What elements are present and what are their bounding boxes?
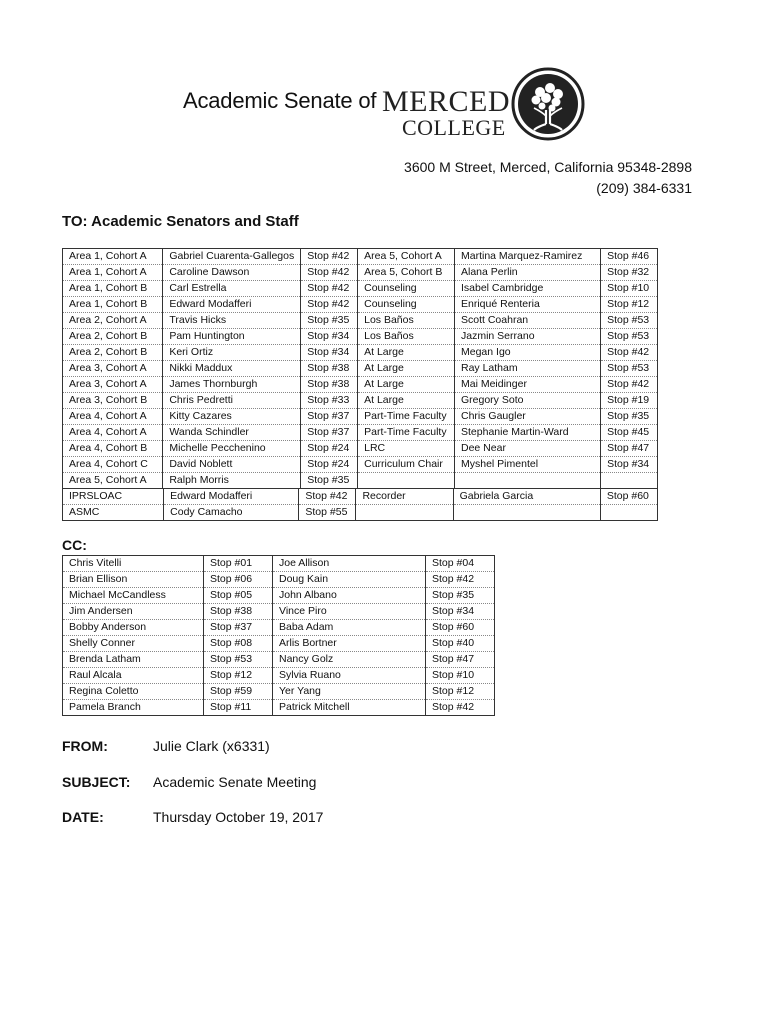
table-cell: Area 5, Cohort B bbox=[358, 265, 455, 281]
table-cell: Stop #38 bbox=[204, 604, 273, 620]
table-cell: Stop #53 bbox=[601, 361, 658, 377]
table-cell: Cody Camacho bbox=[164, 505, 299, 521]
table-cell: Regina Coletto bbox=[63, 684, 204, 700]
table-cell: Stop #04 bbox=[426, 556, 495, 572]
table-cell bbox=[453, 505, 600, 521]
from-label: FROM: bbox=[62, 738, 108, 754]
table-cell: Stop #10 bbox=[426, 668, 495, 684]
table-cell: Enriqué Renteria bbox=[455, 297, 601, 313]
table-cell: Stop #40 bbox=[426, 636, 495, 652]
table-row bbox=[63, 668, 495, 684]
table-cell: Stop #53 bbox=[601, 313, 658, 329]
table-cell: Alana Perlin bbox=[455, 265, 601, 281]
table-cell: Caroline Dawson bbox=[163, 265, 301, 281]
table-cell: Stop #12 bbox=[426, 684, 495, 700]
table-cell: Stop #42 bbox=[601, 345, 658, 361]
table-cell: IPRSLOAC bbox=[63, 489, 164, 505]
table-cell: Myshel Pimentel bbox=[455, 457, 601, 473]
table-cell: Scott Coahran bbox=[455, 313, 601, 329]
table-row bbox=[63, 457, 658, 473]
table-row bbox=[63, 700, 495, 716]
table-cell: Stop #42 bbox=[301, 297, 358, 313]
table-cell: Gabriel Cuarenta-Gallegos bbox=[163, 249, 301, 265]
table-cell: James Thornburgh bbox=[163, 377, 301, 393]
table-cell: Jim Andersen bbox=[63, 604, 204, 620]
table-cell: Area 4, Cohort B bbox=[63, 441, 163, 457]
table-cell: Area 3, Cohort B bbox=[63, 393, 163, 409]
table-cell: Stop #05 bbox=[204, 588, 273, 604]
table-cell: Area 2, Cohort B bbox=[63, 345, 163, 361]
table-cell: Stop #55 bbox=[299, 505, 356, 521]
table-cell: Sylvia Ruano bbox=[273, 668, 426, 684]
table-cell: David Noblett bbox=[163, 457, 301, 473]
table-cell: Patrick Mitchell bbox=[273, 700, 426, 716]
table-row bbox=[63, 361, 658, 377]
table-cell: Martina Marquez-Ramirez bbox=[455, 249, 601, 265]
from-value: Julie Clark (x6331) bbox=[153, 738, 270, 754]
table-cell: Stop #35 bbox=[601, 409, 658, 425]
table-row bbox=[63, 489, 658, 505]
table-row bbox=[63, 684, 495, 700]
table-cell: Edward Modafferi bbox=[163, 297, 301, 313]
table-cell: Stop #59 bbox=[204, 684, 273, 700]
table-cell: John Albano bbox=[273, 588, 426, 604]
tree-seal-icon bbox=[510, 66, 586, 142]
table-cell: Area 3, Cohort A bbox=[63, 377, 163, 393]
table-cell: Stop #37 bbox=[301, 425, 358, 441]
table-cell: Stop #19 bbox=[601, 393, 658, 409]
table-cell: Mai Meidinger bbox=[455, 377, 601, 393]
table-cell: Edward Modafferi bbox=[164, 489, 299, 505]
table-row bbox=[63, 345, 658, 361]
table-cell: Area 2, Cohort A bbox=[63, 313, 163, 329]
table-cell: Stop #01 bbox=[204, 556, 273, 572]
table-cell bbox=[600, 505, 657, 521]
table-row bbox=[63, 329, 658, 345]
table-row bbox=[63, 249, 658, 265]
table-cell: Joe Allison bbox=[273, 556, 426, 572]
table-cell: Area 5, Cohort A bbox=[358, 249, 455, 265]
table-cell: Stop #46 bbox=[601, 249, 658, 265]
table-cell: Baba Adam bbox=[273, 620, 426, 636]
table-cell: Brian Ellison bbox=[63, 572, 204, 588]
table-cell bbox=[601, 473, 658, 489]
logo-line2-text: COLLEGE bbox=[402, 115, 506, 140]
table-cell: Stop #53 bbox=[204, 652, 273, 668]
table-cell: Stop #42 bbox=[301, 265, 358, 281]
table-row bbox=[63, 473, 658, 489]
table-cell: Stop #60 bbox=[426, 620, 495, 636]
table-row bbox=[63, 572, 495, 588]
table-cell: Area 1, Cohort B bbox=[63, 281, 163, 297]
table-row bbox=[63, 556, 495, 572]
table-cell: Vince Piro bbox=[273, 604, 426, 620]
table-cell: Stop #37 bbox=[301, 409, 358, 425]
table-cell: Stop #42 bbox=[301, 281, 358, 297]
table-cell: Stop #34 bbox=[426, 604, 495, 620]
table-row bbox=[63, 393, 658, 409]
table-cell: Recorder bbox=[356, 489, 453, 505]
table-cell: Stop #33 bbox=[301, 393, 358, 409]
table-cell: Area 2, Cohort B bbox=[63, 329, 163, 345]
table-cell: Stop #24 bbox=[301, 441, 358, 457]
table-cell: Jazmin Serrano bbox=[455, 329, 601, 345]
table-cell: Los Baños bbox=[358, 329, 455, 345]
table-cell: Stop #42 bbox=[301, 249, 358, 265]
table-cell: Ray Latham bbox=[455, 361, 601, 377]
table-cell: Area 3, Cohort A bbox=[63, 361, 163, 377]
table-cell: Doug Kain bbox=[273, 572, 426, 588]
subject-label: SUBJECT: bbox=[62, 774, 131, 790]
table-row bbox=[63, 652, 495, 668]
table-cell: Bobby Anderson bbox=[63, 620, 204, 636]
table-cell: Stop #37 bbox=[204, 620, 273, 636]
table-row bbox=[63, 313, 658, 329]
table-cell: Stop #12 bbox=[204, 668, 273, 684]
table-cell: LRC bbox=[358, 441, 455, 457]
table-cell: Gabriela Garcia bbox=[453, 489, 600, 505]
table-cell: Stop #35 bbox=[301, 313, 358, 329]
table-cell: Wanda Schindler bbox=[163, 425, 301, 441]
table-cell: Stop #42 bbox=[426, 572, 495, 588]
table-cell: Nikki Maddux bbox=[163, 361, 301, 377]
phone-number: (209) 384-6331 bbox=[596, 180, 692, 196]
table-cell: At Large bbox=[358, 393, 455, 409]
table-cell: Stop #42 bbox=[601, 377, 658, 393]
table-cell: Shelly Conner bbox=[63, 636, 204, 652]
table-row bbox=[63, 604, 495, 620]
table-row bbox=[63, 441, 658, 457]
table-cell bbox=[356, 505, 453, 521]
table-row bbox=[63, 620, 495, 636]
to-heading: TO: Academic Senators and Staff bbox=[62, 213, 299, 230]
table-cell: Brenda Latham bbox=[63, 652, 204, 668]
table-cell: Area 4, Cohort A bbox=[63, 425, 163, 441]
table-cell: Pamela Branch bbox=[63, 700, 204, 716]
table-row bbox=[63, 636, 495, 652]
table-cell: Kitty Cazares bbox=[163, 409, 301, 425]
table-cell: Stop #38 bbox=[301, 377, 358, 393]
table-cell: Stop #35 bbox=[301, 473, 358, 489]
table-row bbox=[63, 265, 658, 281]
cc-table bbox=[62, 555, 495, 716]
table-cell: Stop #34 bbox=[301, 345, 358, 361]
table-cell: Pam Huntington bbox=[163, 329, 301, 345]
table-cell bbox=[358, 473, 455, 489]
table-cell: Area 1, Cohort A bbox=[63, 249, 163, 265]
table-cell: Curriculum Chair bbox=[358, 457, 455, 473]
table-cell: Stop #24 bbox=[301, 457, 358, 473]
table-cell: Area 5, Cohort A bbox=[63, 473, 163, 489]
table-cell: Part-Time Faculty bbox=[358, 409, 455, 425]
table-cell: Keri Ortiz bbox=[163, 345, 301, 361]
table-cell: Stop #35 bbox=[426, 588, 495, 604]
table-cell: At Large bbox=[358, 377, 455, 393]
table-cell: Ralph Morris bbox=[163, 473, 301, 489]
table-cell: Stop #60 bbox=[600, 489, 657, 505]
table-cell: Stop #34 bbox=[601, 457, 658, 473]
table-cell: Area 1, Cohort A bbox=[63, 265, 163, 281]
table-cell: Stop #08 bbox=[204, 636, 273, 652]
table-cell: Stop #42 bbox=[426, 700, 495, 716]
logo-line1-text: MERCED bbox=[382, 85, 511, 118]
table-cell: Stop #45 bbox=[601, 425, 658, 441]
table-cell: At Large bbox=[358, 361, 455, 377]
table-cell: Chris Pedretti bbox=[163, 393, 301, 409]
table-cell: Stop #12 bbox=[601, 297, 658, 313]
table-row bbox=[63, 281, 658, 297]
table-cell: Gregory Soto bbox=[455, 393, 601, 409]
table-cell: Stop #53 bbox=[601, 329, 658, 345]
table-cell: Nancy Golz bbox=[273, 652, 426, 668]
table-cell: Area 4, Cohort A bbox=[63, 409, 163, 425]
subject-value: Academic Senate Meeting bbox=[153, 774, 317, 790]
table-cell: Stop #34 bbox=[301, 329, 358, 345]
table-row bbox=[63, 588, 495, 604]
table-cell: Stop #10 bbox=[601, 281, 658, 297]
table-cell: Stop #06 bbox=[204, 572, 273, 588]
table-cell: Yer Yang bbox=[273, 684, 426, 700]
merced-college-logo bbox=[382, 66, 592, 142]
table-cell: At Large bbox=[358, 345, 455, 361]
table-cell: Counseling bbox=[358, 281, 455, 297]
table-cell: Stop #47 bbox=[426, 652, 495, 668]
table-cell: Area 1, Cohort B bbox=[63, 297, 163, 313]
table-cell: Area 4, Cohort C bbox=[63, 457, 163, 473]
other-recipients-table bbox=[62, 488, 658, 521]
table-cell: Stop #11 bbox=[204, 700, 273, 716]
table-cell: Travis Hicks bbox=[163, 313, 301, 329]
table-row bbox=[63, 505, 658, 521]
street-address: 3600 M Street, Merced, California 95348-2898 bbox=[404, 159, 692, 175]
page-title: Academic Senate of bbox=[183, 88, 377, 113]
table-row bbox=[63, 377, 658, 393]
date-label: DATE: bbox=[62, 809, 104, 825]
table-cell: ASMC bbox=[63, 505, 164, 521]
table-cell: Isabel Cambridge bbox=[455, 281, 601, 297]
table-cell: Michelle Pecchenino bbox=[163, 441, 301, 457]
table-cell: Michael McCandless bbox=[63, 588, 204, 604]
table-cell: Counseling bbox=[358, 297, 455, 313]
table-cell: Stop #32 bbox=[601, 265, 658, 281]
table-cell: Stop #47 bbox=[601, 441, 658, 457]
table-cell: Stop #42 bbox=[299, 489, 356, 505]
table-cell: Raul Alcala bbox=[63, 668, 204, 684]
table-cell: Chris Gaugler bbox=[455, 409, 601, 425]
table-cell: Megan Igo bbox=[455, 345, 601, 361]
table-row bbox=[63, 297, 658, 313]
table-cell: Chris Vitelli bbox=[63, 556, 204, 572]
table-cell: Dee Near bbox=[455, 441, 601, 457]
table-cell bbox=[455, 473, 601, 489]
senators-table bbox=[62, 248, 658, 489]
date-value: Thursday October 19, 2017 bbox=[153, 809, 324, 825]
address-block bbox=[404, 157, 692, 199]
table-cell: Carl Estrella bbox=[163, 281, 301, 297]
table-cell: Arlis Bortner bbox=[273, 636, 426, 652]
cc-heading: CC: bbox=[62, 537, 87, 553]
table-row bbox=[63, 425, 658, 441]
table-cell: Stop #38 bbox=[301, 361, 358, 377]
table-row bbox=[63, 409, 658, 425]
table-cell: Los Baños bbox=[358, 313, 455, 329]
table-cell: Stephanie Martin-Ward bbox=[455, 425, 601, 441]
table-cell: Part-Time Faculty bbox=[358, 425, 455, 441]
